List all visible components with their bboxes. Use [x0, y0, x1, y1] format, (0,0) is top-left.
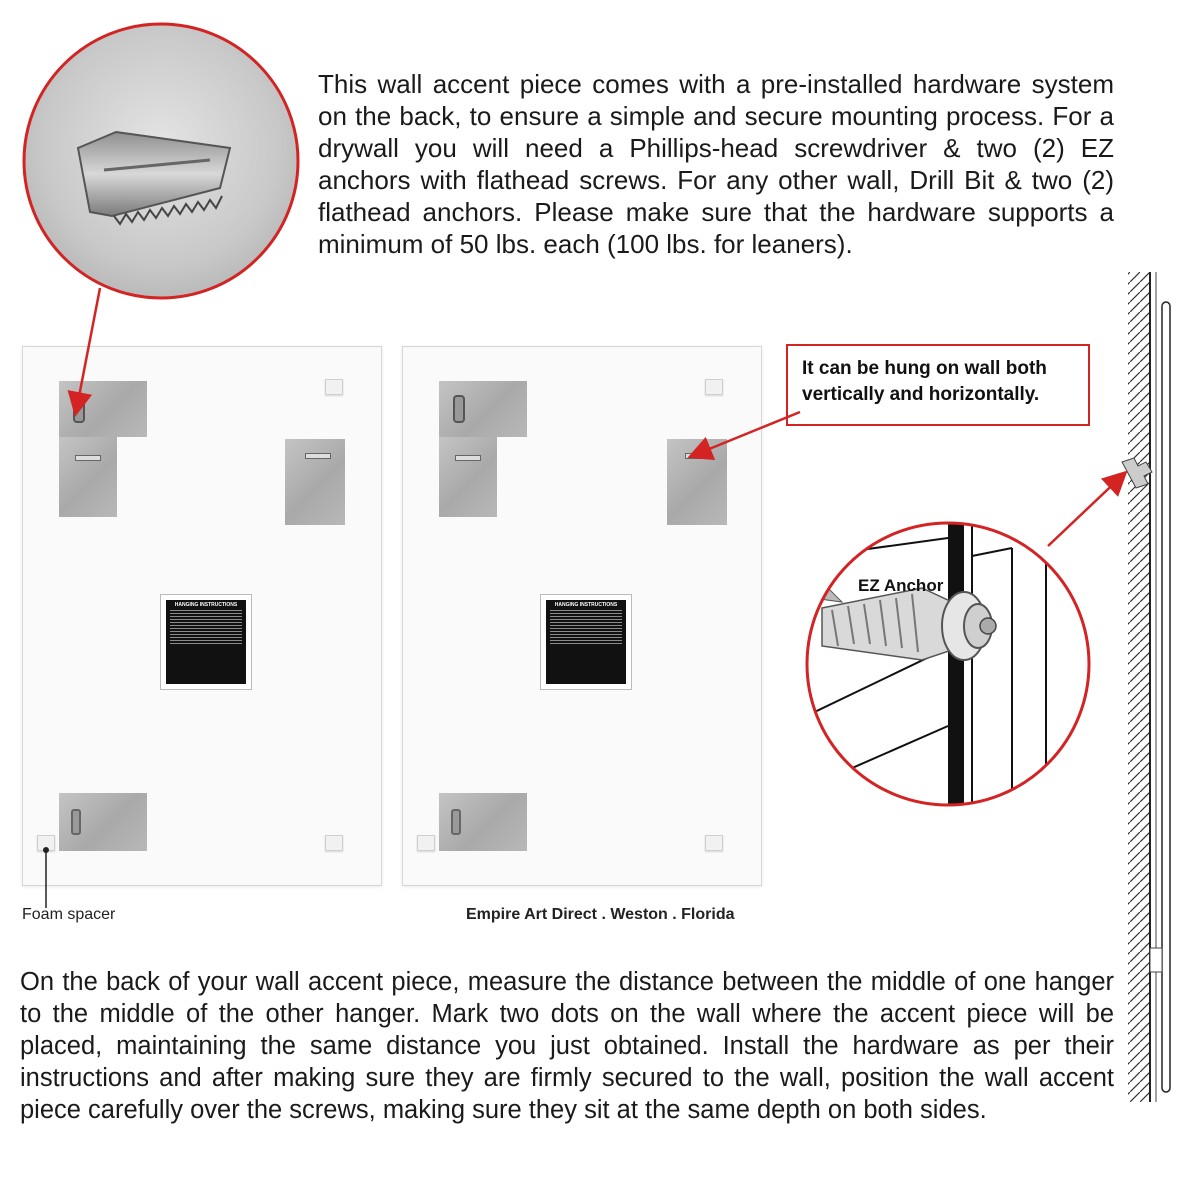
screw-clip: [305, 453, 331, 459]
intro-paragraph: This wall accent piece comes with a pre-installed hardware system on the back, to ensure a simple and secure mounting process. For a drywall you will need a Phillips-head screwdriver & two (2) EZ anchors with flathead screws. For any other wall, Drill Bit & two (2) flathead anchors. Please make sure that the hardware supports a minimum of 50 lbs. each (100 lbs. for leaners).: [318, 69, 1114, 259]
wall-section-icon: [1120, 272, 1180, 1102]
foam-spacer: [705, 835, 723, 851]
hanger-plate-top-stem: [439, 437, 497, 517]
hanging-instructions-label: HANGING INSTRUCTIONS: [541, 595, 631, 689]
hanger-plate-top-stem: [59, 437, 117, 517]
orientation-note: It can be hung on wall both vertically and horizontally.: [786, 344, 1090, 426]
hanging-instructions-label: HANGING INSTRUCTIONS: [161, 595, 251, 689]
hanger-zoom-circle: [20, 20, 302, 302]
ez-anchor-label: EZ Anchor: [858, 576, 944, 595]
foam-spacer: [37, 835, 55, 851]
hanger-slot: [71, 809, 81, 835]
hanger-slot: [451, 809, 461, 835]
back-panel-left: [22, 346, 382, 886]
instructions-paragraph: On the back of your wall accent piece, measure the distance between the middle of one hanger to the middle of the other hanger. Mark two dots on the wall where the accent piece will be placed, maintaining the same distance you just obtained. Install the hardware as per their instructions and after making sure they are firmly secured to the wall, position the wall accent piece carefully over the screws, making sure they sit at the same depth on both sides.: [20, 968, 1114, 1124]
foam-spacer: [325, 835, 343, 851]
ez-anchor-zoom-circle: [802, 518, 1094, 810]
hanger-slot: [73, 393, 85, 423]
foam-spacer: [705, 379, 723, 395]
back-panel-right: [402, 346, 762, 886]
foam-spacer: [417, 835, 435, 851]
hanger-plate-right: [285, 439, 345, 525]
credit-label: Empire Art Direct . Weston . Florida: [466, 906, 735, 923]
screw-clip: [75, 455, 101, 461]
screw-clip: [455, 455, 481, 461]
screw-clip: [685, 453, 711, 459]
hanger-slot: [453, 395, 465, 423]
hanger-plate-right: [667, 439, 727, 525]
foam-spacer: [325, 379, 343, 395]
foam-spacer-label: Foam spacer: [22, 906, 116, 923]
